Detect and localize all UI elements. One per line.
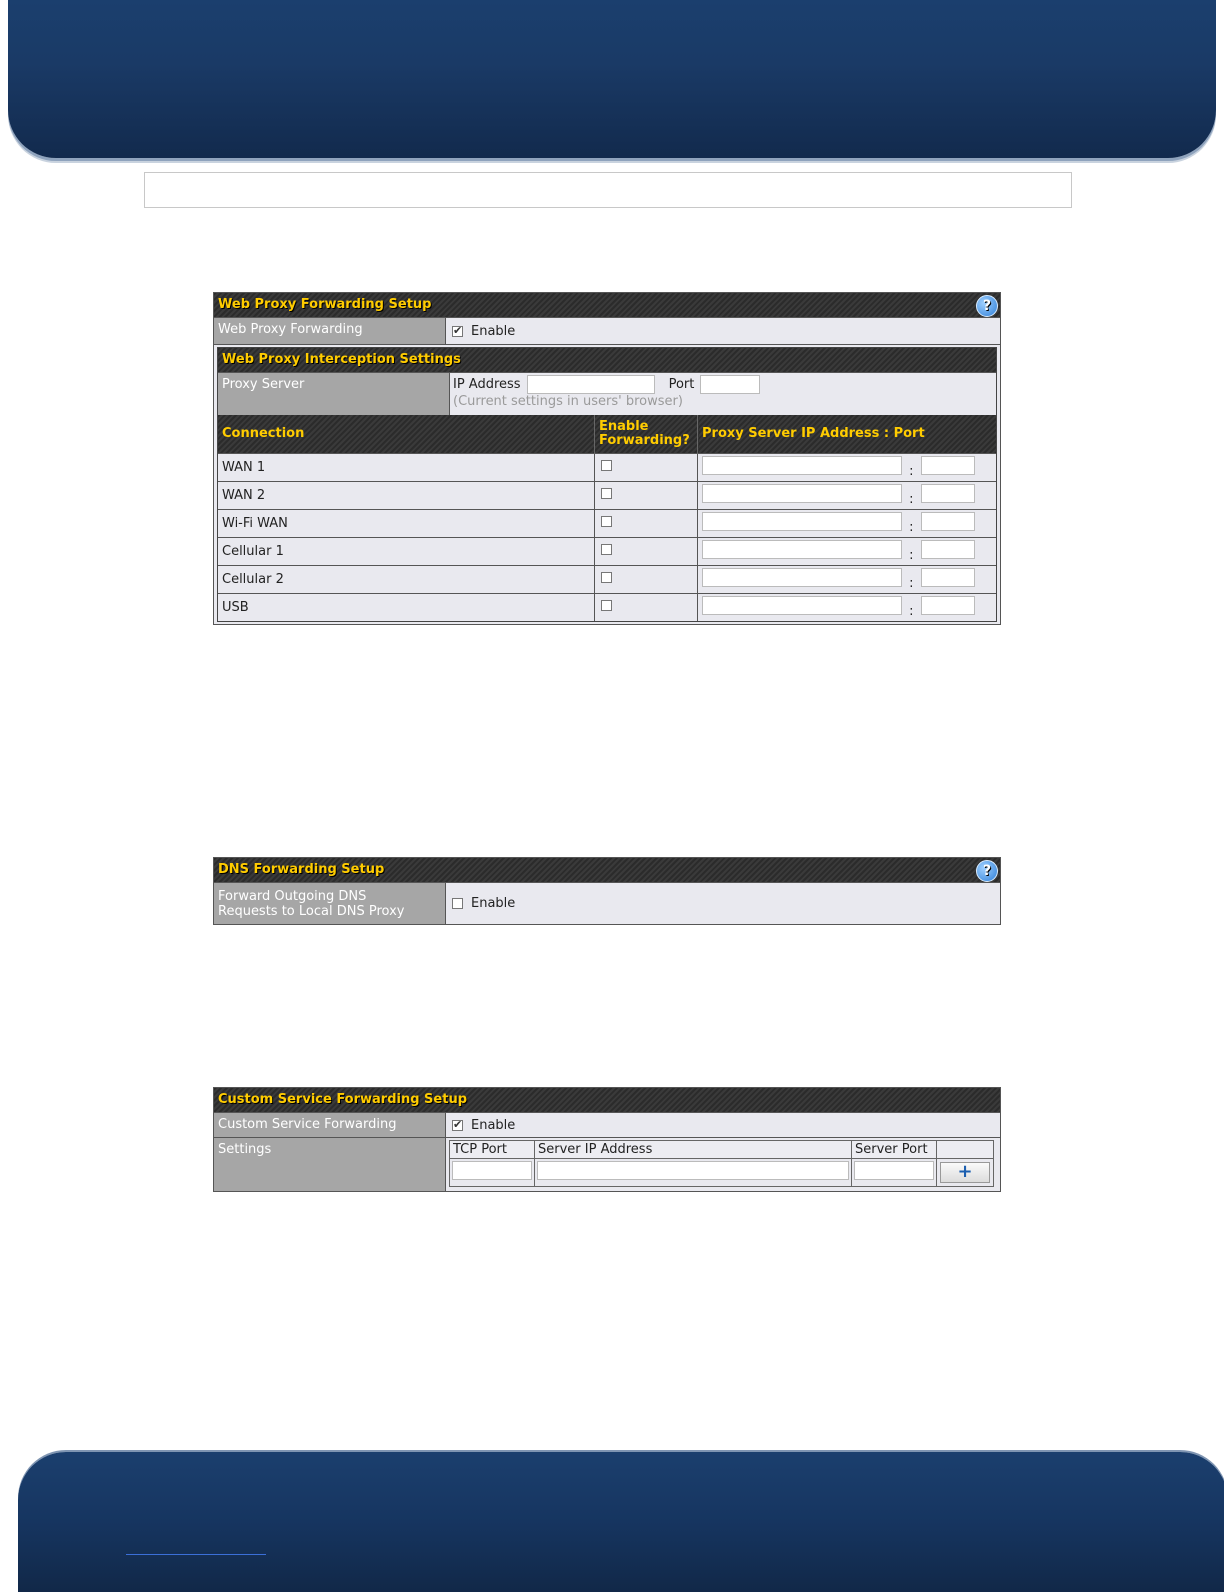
add-button[interactable]: +: [940, 1162, 990, 1183]
custom-settings-row: [214, 1137, 1000, 1191]
interception-title: Web Proxy Interception Settings: [222, 352, 461, 367]
web-proxy-inner-row: [214, 344, 1000, 624]
colon-separator: :: [909, 492, 914, 507]
ip-address-label: IP Address: [453, 377, 521, 392]
port-label: Port: [668, 377, 695, 392]
row-enable-checkbox[interactable]: [601, 600, 612, 611]
col-proxy-ip-port: Proxy Server IP Address : Port: [698, 415, 997, 454]
web-proxy-enable-checkbox[interactable]: [452, 326, 463, 337]
row-port-input[interactable]: [921, 596, 975, 615]
dns-forward-row: [214, 882, 1000, 924]
row-enable-checkbox[interactable]: [601, 488, 612, 499]
row-enable-checkbox[interactable]: [601, 544, 612, 555]
server-port-input[interactable]: [854, 1161, 934, 1180]
web-proxy-forwarding-label: Web Proxy Forwarding: [214, 318, 446, 344]
custom-service-title: Custom Service Forwarding Setup: [218, 1092, 468, 1107]
interception-panel: [217, 347, 997, 622]
table-row: [218, 510, 996, 538]
row-ip-input[interactable]: [702, 456, 902, 475]
help-icon[interactable]: ?: [976, 860, 998, 882]
bottom-banner: [18, 1452, 1224, 1592]
custom-settings-label: Settings: [214, 1138, 446, 1191]
web-proxy-header: [214, 293, 1000, 317]
footer-link[interactable]: [126, 1542, 266, 1555]
dns-title: DNS Forwarding Setup: [218, 862, 385, 877]
colon-separator: :: [909, 576, 914, 591]
dns-enable-checkbox[interactable]: [452, 898, 463, 909]
col-server-ip: Server IP Address: [535, 1141, 852, 1159]
row-ip-input[interactable]: [702, 484, 902, 503]
custom-enable-label: Enable: [471, 1117, 516, 1133]
server-ip-input[interactable]: [537, 1161, 849, 1180]
row-port-input[interactable]: [921, 456, 975, 475]
colon-separator: :: [909, 520, 914, 535]
row-port-input[interactable]: [921, 512, 975, 531]
web-proxy-title: Web Proxy Forwarding Setup: [218, 297, 432, 312]
table-row: [218, 454, 996, 482]
row-ip-input[interactable]: [702, 596, 902, 615]
dns-header: [214, 858, 1000, 882]
connection-name: WAN 2: [218, 482, 595, 510]
custom-service-header: [214, 1088, 1000, 1112]
proxy-ip-input[interactable]: [527, 375, 655, 394]
connection-name: Cellular 1: [218, 538, 595, 566]
custom-enable-checkbox[interactable]: [452, 1120, 463, 1131]
connection-name: Cellular 2: [218, 566, 595, 594]
row-port-input[interactable]: [921, 568, 975, 587]
dns-panel: [213, 857, 1001, 925]
colon-separator: :: [909, 604, 914, 619]
custom-forwarding-label: Custom Service Forwarding: [214, 1113, 446, 1137]
current-settings-note: (Current settings in users' browser): [453, 394, 683, 409]
web-proxy-forwarding-row: [214, 317, 1000, 344]
web-proxy-enable-label: Enable: [471, 323, 516, 339]
dns-label-line1: Forward Outgoing DNS: [218, 889, 367, 904]
help-icon[interactable]: ?: [976, 295, 998, 317]
tcp-port-input[interactable]: [452, 1161, 532, 1180]
dns-label-line2: Requests to Local DNS Proxy: [218, 904, 405, 919]
proxy-server-row: [218, 372, 996, 415]
table-row: [218, 566, 996, 594]
custom-service-panel: [213, 1087, 1001, 1192]
row-ip-input[interactable]: [702, 540, 902, 559]
colon-separator: :: [909, 464, 914, 479]
row-port-input[interactable]: [921, 484, 975, 503]
row-ip-input[interactable]: [702, 512, 902, 531]
connection-table: [218, 415, 996, 621]
table-row: [218, 482, 996, 510]
row-port-input[interactable]: [921, 540, 975, 559]
top-banner: [8, 0, 1216, 158]
col-action: [937, 1141, 994, 1159]
connection-name: USB: [218, 594, 595, 622]
row-enable-checkbox[interactable]: [601, 572, 612, 583]
web-proxy-panel: [213, 292, 1001, 625]
custom-settings-table: [449, 1140, 994, 1187]
table-row: [218, 538, 996, 566]
col-tcp-port: TCP Port: [450, 1141, 535, 1159]
proxy-port-input[interactable]: [700, 375, 760, 394]
row-enable-checkbox[interactable]: [601, 516, 612, 527]
col-server-port: Server Port: [852, 1141, 937, 1159]
connection-name: Wi-Fi WAN: [218, 510, 595, 538]
proxy-server-label: Proxy Server: [218, 373, 450, 415]
interception-header: [218, 348, 996, 372]
col-connection: Connection: [218, 415, 595, 454]
header-empty-box: [144, 172, 1072, 208]
row-enable-checkbox[interactable]: [601, 460, 612, 471]
dns-enable-label: Enable: [471, 896, 516, 911]
table-row: [218, 594, 996, 622]
dns-forward-label: [214, 883, 446, 924]
connection-name: WAN 1: [218, 454, 595, 482]
colon-separator: :: [909, 548, 914, 563]
row-ip-input[interactable]: [702, 568, 902, 587]
col-enable-forwarding: Enable Forwarding?: [595, 415, 698, 454]
custom-forwarding-row: [214, 1112, 1000, 1137]
